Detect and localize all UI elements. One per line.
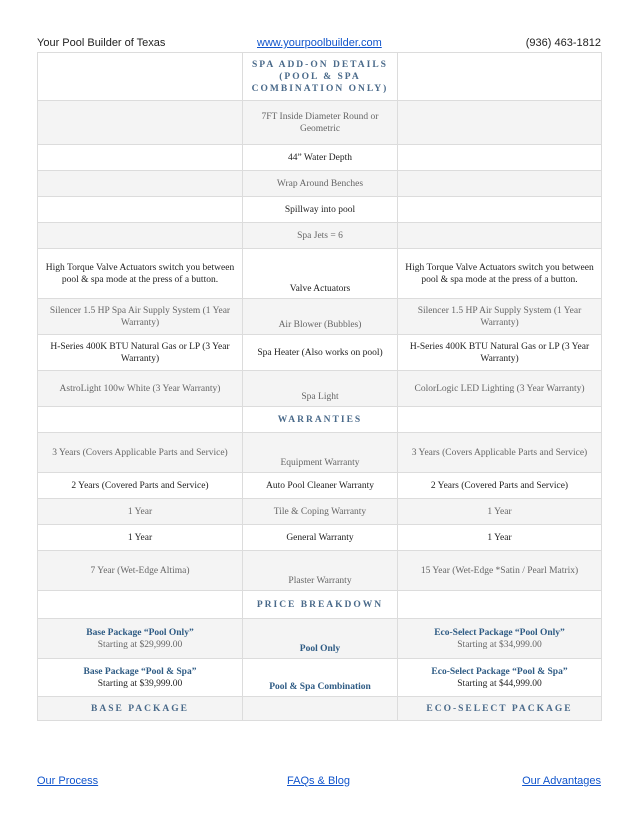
cell: 7FT Inside Diameter Round or Geometric <box>243 101 398 145</box>
cell: H-Series 400K BTU Natural Gas or LP (3 Year Warranty) <box>38 335 243 371</box>
cell <box>398 145 602 171</box>
price-row-label: Pool Only <box>243 619 398 659</box>
cell: General Warranty <box>243 525 398 551</box>
cell <box>38 145 243 171</box>
cell: Silencer 1.5 HP Spa Air Supply System (1 Year Warranty) <box>38 299 243 335</box>
cell: Air Blower (Bubbles) <box>243 299 398 335</box>
cell: High Torque Valve Actuators switch you between pool & spa mode at the press of a button. <box>38 249 243 299</box>
cell: Equipment Warranty <box>243 433 398 473</box>
cell <box>38 53 243 101</box>
cell: ColorLogic LED Lighting (3 Year Warranty) <box>398 371 602 407</box>
cell: Spa Light <box>243 371 398 407</box>
cell: 1 Year <box>398 525 602 551</box>
spa-details-table <box>37 52 602 721</box>
cell: Auto Pool Cleaner Warranty <box>243 473 398 499</box>
price-title: Eco-Select Package “Pool & Spa” <box>431 666 568 677</box>
cell: 1 Year <box>38 499 243 525</box>
cell: 44” Water Depth <box>243 145 398 171</box>
package-heading: BASE PACKAGE <box>38 697 243 721</box>
page-header <box>37 37 601 53</box>
cell: 3 Years (Covers Applicable Parts and Service) <box>398 433 602 473</box>
cell: 15 Year (Wet-Edge *Satin / Pearl Matrix) <box>398 551 602 591</box>
cell <box>398 223 602 249</box>
cell <box>243 697 398 721</box>
cell: Spa Heater (Also works on pool) <box>243 335 398 371</box>
price-value: Starting at $34,999.00 <box>457 639 542 650</box>
phone-number: (936) 463-1812 <box>525 37 601 49</box>
cell <box>398 101 602 145</box>
section-heading: PRICE BREAKDOWN <box>243 591 398 619</box>
cell <box>38 171 243 197</box>
price-title: Base Package “Pool Only” <box>86 627 194 638</box>
price-value: Starting at $44,999.00 <box>457 678 542 689</box>
base-pool-only-price <box>38 619 243 659</box>
cell: 1 Year <box>38 525 243 551</box>
cell <box>38 407 243 433</box>
cell <box>38 591 243 619</box>
cell <box>398 171 602 197</box>
cell <box>398 197 602 223</box>
section-heading: SPA ADD-ON DETAILS (POOL & SPA COMBINATION ONLY) <box>243 53 398 101</box>
our-process-link[interactable]: Our Process <box>37 775 99 787</box>
cell <box>398 591 602 619</box>
cell: 3 Years (Covers Applicable Parts and Service) <box>38 433 243 473</box>
cell: AstroLight 100w White (3 Year Warranty) <box>38 371 243 407</box>
cell: Wrap Around Benches <box>243 171 398 197</box>
page-footer <box>37 775 601 791</box>
faqs-blog-link[interactable]: FAQs & Blog <box>287 775 350 787</box>
section-heading: WARRANTIES <box>243 407 398 433</box>
price-value: Starting at $39,999.00 <box>97 678 183 689</box>
cell: Plaster Warranty <box>243 551 398 591</box>
cell: 7 Year (Wet-Edge Altima) <box>38 551 243 591</box>
eco-pool-spa-price <box>398 659 602 697</box>
eco-pool-only-price <box>398 619 602 659</box>
cell <box>38 197 243 223</box>
cell <box>38 101 243 145</box>
price-row-label: Pool & Spa Combination <box>243 659 398 697</box>
cell: 2 Years (Covered Parts and Service) <box>38 473 243 499</box>
price-title: Base Package “Pool & Spa” <box>83 666 197 677</box>
company-name: Your Pool Builder of Texas <box>37 37 166 49</box>
cell: Spillway into pool <box>243 197 398 223</box>
cell: H-Series 400K BTU Natural Gas or LP (3 Year Warranty) <box>398 335 602 371</box>
cell: 2 Years (Covered Parts and Service) <box>398 473 602 499</box>
our-advantages-link[interactable]: Our Advantages <box>522 775 601 787</box>
website-link[interactable]: www.yourpoolbuilder.com <box>257 37 382 49</box>
cell: Spa Jets = 6 <box>243 223 398 249</box>
cell: 1 Year <box>398 499 602 525</box>
cell: Silencer 1.5 HP Air Supply System (1 Year Warranty) <box>398 299 602 335</box>
price-value: Starting at $29,999.00 <box>97 639 183 650</box>
base-pool-spa-price <box>38 659 243 697</box>
cell <box>398 407 602 433</box>
cell: Tile & Coping Warranty <box>243 499 398 525</box>
cell <box>38 223 243 249</box>
price-title: Eco-Select Package “Pool Only” <box>434 627 565 638</box>
cell <box>398 53 602 101</box>
cell: Valve Actuators <box>243 249 398 299</box>
cell: High Torque Valve Actuators switch you between pool & spa mode at the press of a button. <box>398 249 602 299</box>
package-heading: ECO-SELECT PACKAGE <box>398 697 602 721</box>
